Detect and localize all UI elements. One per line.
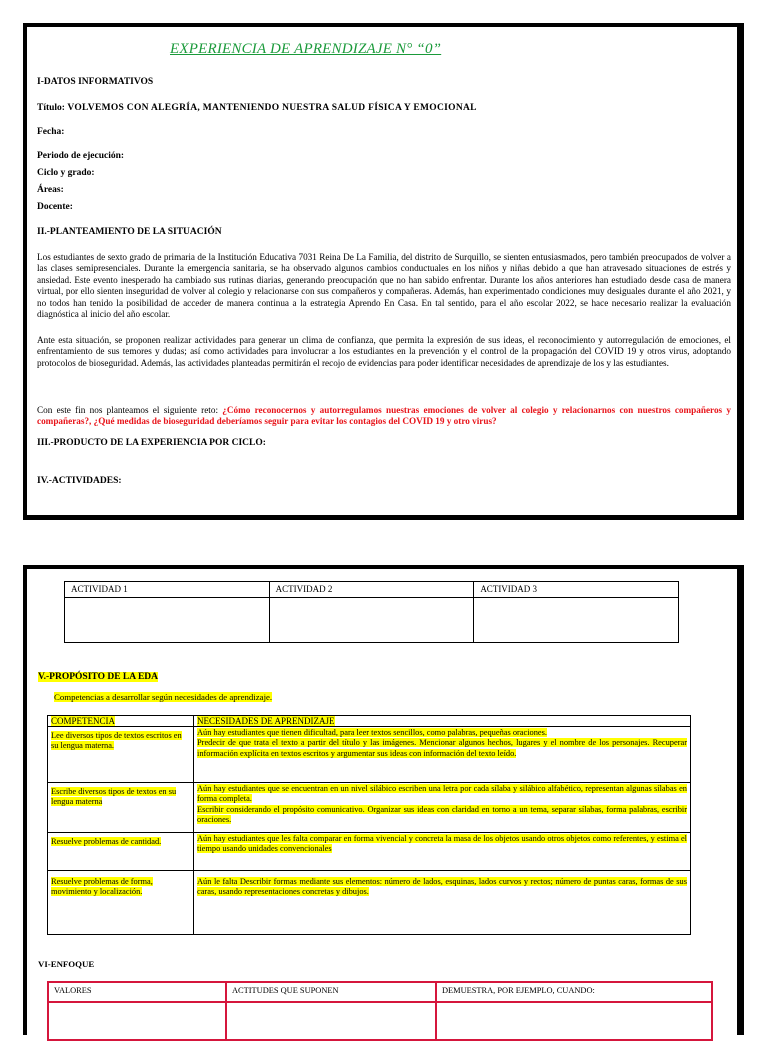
competencias-table xyxy=(47,715,691,935)
necesidades-cell: Aún hay estudiantes que se encuentran en un nivel silábico escriben una letra por cada sílaba y silábico alfabético, representan algunas sílabas en forma completa. Escribir considerando el propósito comunicativo. Organizar sus ideas con claridad en torno a un tema, separar sílabas, forma palabras, escribir oraciones. xyxy=(194,783,691,833)
document-page-1 xyxy=(23,23,744,520)
competencia-cell: Resuelve problemas de forma, movimiento y localización. xyxy=(48,871,194,935)
titulo-value: VOLVEMOS CON ALEGRÍA, MANTENIENDO NUESTRA SALUD FÍSICA Y EMOCIONAL xyxy=(67,103,477,113)
competencias-intro xyxy=(54,692,272,702)
docente-label: Docente: xyxy=(37,202,73,212)
enfoque-cell xyxy=(226,1002,436,1040)
titulo-label: Título: xyxy=(37,103,65,113)
enfoque-header-actitudes: ACTITUDES QUE SUPONEN xyxy=(226,982,436,1002)
necesidades-cell: Aún le falta Describir formas mediante sus elementos: número de lados, esquinas, lados curvos y rectos; número de puntas caras, formas de sus caras, usando representaciones concretas y dibujos. xyxy=(194,871,691,935)
activity-cell-3 xyxy=(474,598,679,643)
enfoque-header-valores: VALORES xyxy=(48,982,226,1002)
challenge-paragraph xyxy=(37,405,731,428)
section-enfoque: VI-ENFOQUE xyxy=(38,959,95,969)
fecha-label: Fecha: xyxy=(37,127,65,137)
document-page-2 xyxy=(23,565,744,1035)
titulo-row xyxy=(37,103,477,113)
challenge-question: ¿Cómo reconocernos y autorregulamos nuestras emociones de volver al colegio y relacionarnos con nuestros compañeros y compañeras?, ¿Qué medidas de bioseguridad deberíamos seguir para evitar los contagios del COVID 19 y otro virus? xyxy=(37,405,731,427)
section-proposito-text: V.-PROPÓSITO DE LA EDA xyxy=(38,672,159,682)
competencia-cell: Resuelve problemas de cantidad. xyxy=(48,833,194,871)
necesidades-cell: Aún hay estudiantes que les falta comparar en forma vivencial y concreta la masa de los objetos usando otros objetos como referentes, y estima el tiempo usando unidades convencionales xyxy=(194,833,691,871)
situation-paragraph-2: Ante esta situación, se proponen realizar actividades para generar un clima de confianza, que permita la expresión de sus ideas, el reconocimiento y autorregulación de emociones, el enfrentamiento de sus temores y dudas; así como actividades para involucrar a los estudiantes en la prevención y el control de la propagación del COVID 19 y otros virus, adoptando protocolos de bioseguridad. Además, las actividades planteadas permitirán el recojo de evidencias para poder identificar necesidades de aprendizaje de los y las estudiantes. xyxy=(37,335,731,368)
situation-paragraph-1: Los estudiantes de sexto grado de primaria de la Institución Educativa 7031 Reina De La Familia, del distrito de Surquillo, se sienten entusiasmados, pero también preocupados de volver a las clases semipresenciales. Durante la emergencia sanitaria, se ha observado algunos cambios conductuales en los niños y niñas debido a que han atravesado situaciones de estrés y ansiedad. Este evento inesperado ha cambiado sus rutinas diarias, generando preocupación que no han sabido enfrentar. Durante los años anteriores han estudiado desde casa de manera virtual, por ello sienten inseguridad de volver al colegio y relacionarse con sus compañeros y compañeras. Además, han experimentado condiciones muy desiguales durante el año 2021, y no todos han tenido la posibilidad de acceder de manera continua a la estrategia Aprendo En Casa. En tal sentido, para el año escolar 2022, se hace necesario realizar la evaluación diagnóstica al inicio del año escolar. xyxy=(37,252,731,320)
section-planteamiento: II.-PLANTEAMIENTO DE LA SITUACIÓN xyxy=(37,227,222,237)
section-producto: III.-PRODUCTO DE LA EXPERIENCIA POR CICLO: xyxy=(37,438,266,448)
activity-header-2: ACTIVIDAD 2 xyxy=(269,582,474,598)
periodo-label: Periodo de ejecución: xyxy=(37,151,125,161)
ciclo-label: Ciclo y grado: xyxy=(37,168,95,178)
enfoque-cell xyxy=(48,1002,226,1040)
enfoque-cell xyxy=(436,1002,712,1040)
activity-header-1: ACTIVIDAD 1 xyxy=(65,582,270,598)
col-header-competencia: COMPETENCIA xyxy=(48,716,194,727)
page-title: EXPERIENCIA DE APRENDIZAJE N° “0” xyxy=(170,41,442,57)
activity-cell-1 xyxy=(65,598,270,643)
enfoque-header-demuestra: DEMUESTRA, POR EJEMPLO, CUANDO: xyxy=(436,982,712,1002)
enfoque-table xyxy=(47,981,713,1041)
competencia-cell: Escribe diversos tipos de textos en su lengua materna xyxy=(48,783,194,833)
activity-cell-2 xyxy=(269,598,474,643)
section-actividades: IV.-ACTIVIDADES: xyxy=(37,476,122,486)
section-proposito xyxy=(38,672,158,682)
challenge-intro: Con este fin nos planteamos el siguiente reto: xyxy=(37,405,223,415)
activities-table xyxy=(64,581,679,643)
section-datos-informativos: I-DATOS INFORMATIVOS xyxy=(37,77,154,87)
competencias-intro-text: Competencias a desarrollar según necesidades de aprendizaje. xyxy=(54,692,273,702)
col-header-necesidades: NECESIDADES DE APRENDIZAJE xyxy=(194,716,691,727)
competencia-cell: Lee diversos tipos de textos escritos en su lengua materna. xyxy=(48,727,194,783)
necesidades-cell: Aún hay estudiantes que tienen dificultad, para leer textos sencillos, como palabras, pequeñas oraciones. Predecir de que trata el texto a partir del título y las imágenes. Mencionar algunos hechos, lugares y el nombre de los personajes. Recuperar información explícita en textos escritos y argumentar sus ideas con información del texto leído. xyxy=(194,727,691,783)
activity-header-3: ACTIVIDAD 3 xyxy=(474,582,679,598)
areas-label: Áreas: xyxy=(37,185,64,195)
